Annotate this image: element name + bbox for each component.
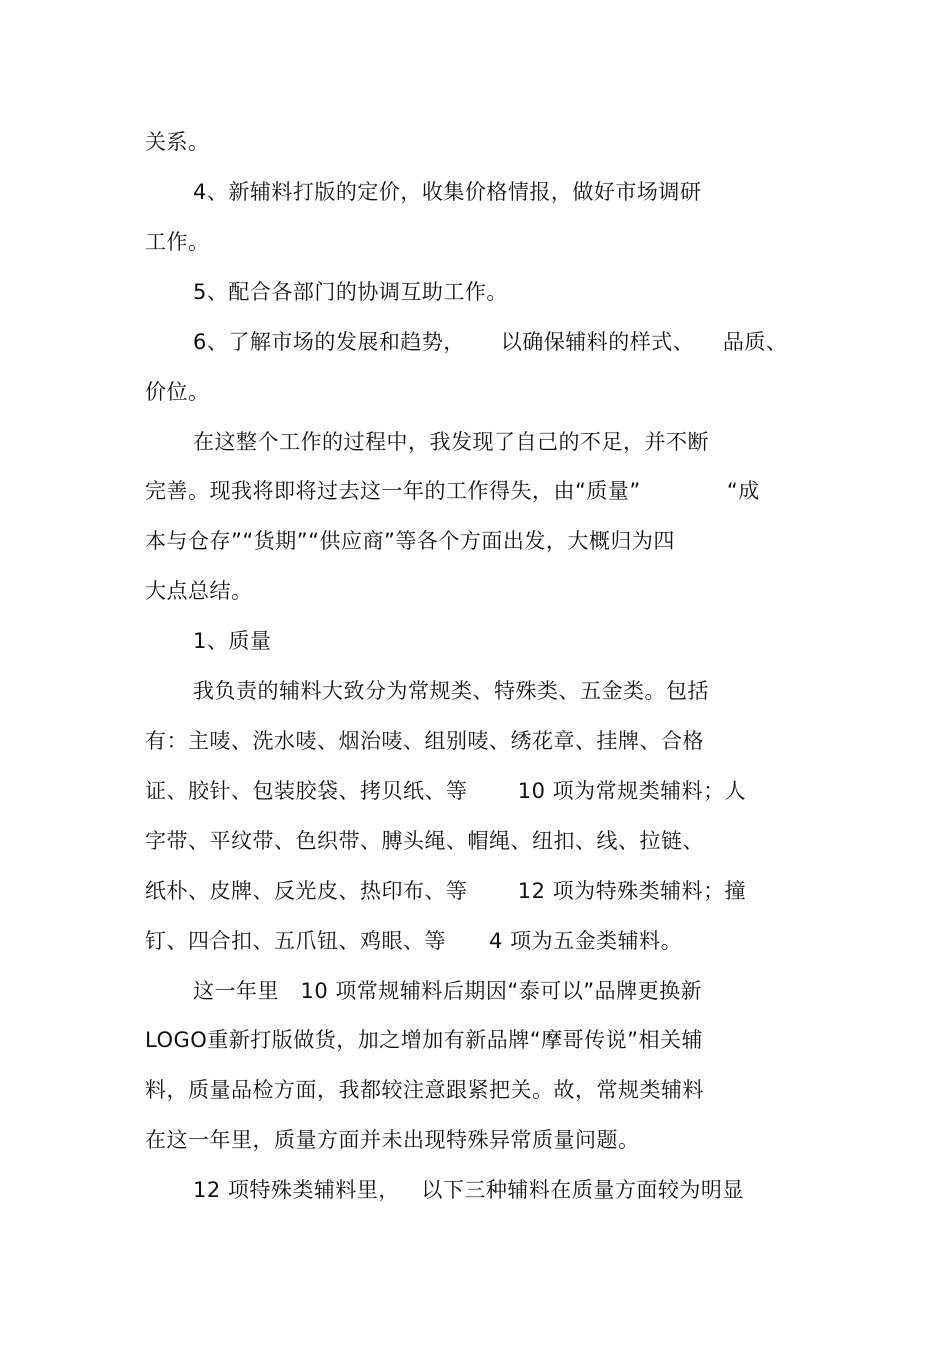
text-line: 本与仓存”“货期”“供应商”等各个方面出发，大概归为四: [145, 529, 675, 553]
text-line: 在这整个工作的过程中，我发现了自己的不足，并不断: [193, 430, 709, 454]
text-line: 价位。: [145, 380, 210, 404]
text-line: 在这一年里，质量方面并未出现特殊异常质量问题。: [145, 1128, 640, 1152]
text-line: 关系。: [145, 130, 210, 154]
text-line: 完善。现我将即将过去这一年的工作得失，由“质量” “成: [145, 479, 760, 503]
text-line: 12 项特殊类辅料里， 以下三种辅料在质量方面较为明显: [193, 1178, 744, 1202]
text-line: 有：主唛、洗水唛、烟治唛、组别唛、绣花章、挂牌、合格: [145, 729, 704, 753]
text-line: 钉、四合扣、五爪钮、鸡眼、等 4 项为五金类辅料。: [145, 929, 683, 953]
text-line: 4、新辅料打版的定价，收集价格情报，做好市场调研: [193, 180, 702, 204]
text-line: 工作。: [145, 230, 210, 254]
text-line: 字带、平纹带、色织带、膊头绳、帽绳、纽扣、线、拉链、: [145, 829, 704, 853]
text-line: 我负责的辅料大致分为常规类、特殊类、五金类。包括: [193, 679, 709, 703]
text-line: LOGO重新打版做货，加之增加有新品牌“摩哥传说”相关辅: [145, 1028, 704, 1052]
text-line: 5、配合各部门的协调互助工作。: [193, 280, 508, 304]
text-line: 证、胶针、包装胶袋、拷贝纸、等 10 项为常规类辅料；人: [145, 779, 747, 803]
text-line: 料，质量品检方面，我都较注意跟紧把关。故，常规类辅料: [145, 1078, 704, 1102]
text-line: 6、了解市场的发展和趋势， 以确保辅料的样式、 品质、: [193, 330, 788, 354]
section-heading: 1、质量: [193, 629, 272, 653]
text-line: 这一年里 10 项常规辅料后期因“泰可以”品牌更换新: [193, 979, 703, 1003]
text-line: 大点总结。: [145, 579, 253, 603]
text-line: 纸朴、皮牌、反光皮、热印布、等 12 项为特殊类辅料；撞: [145, 879, 747, 903]
